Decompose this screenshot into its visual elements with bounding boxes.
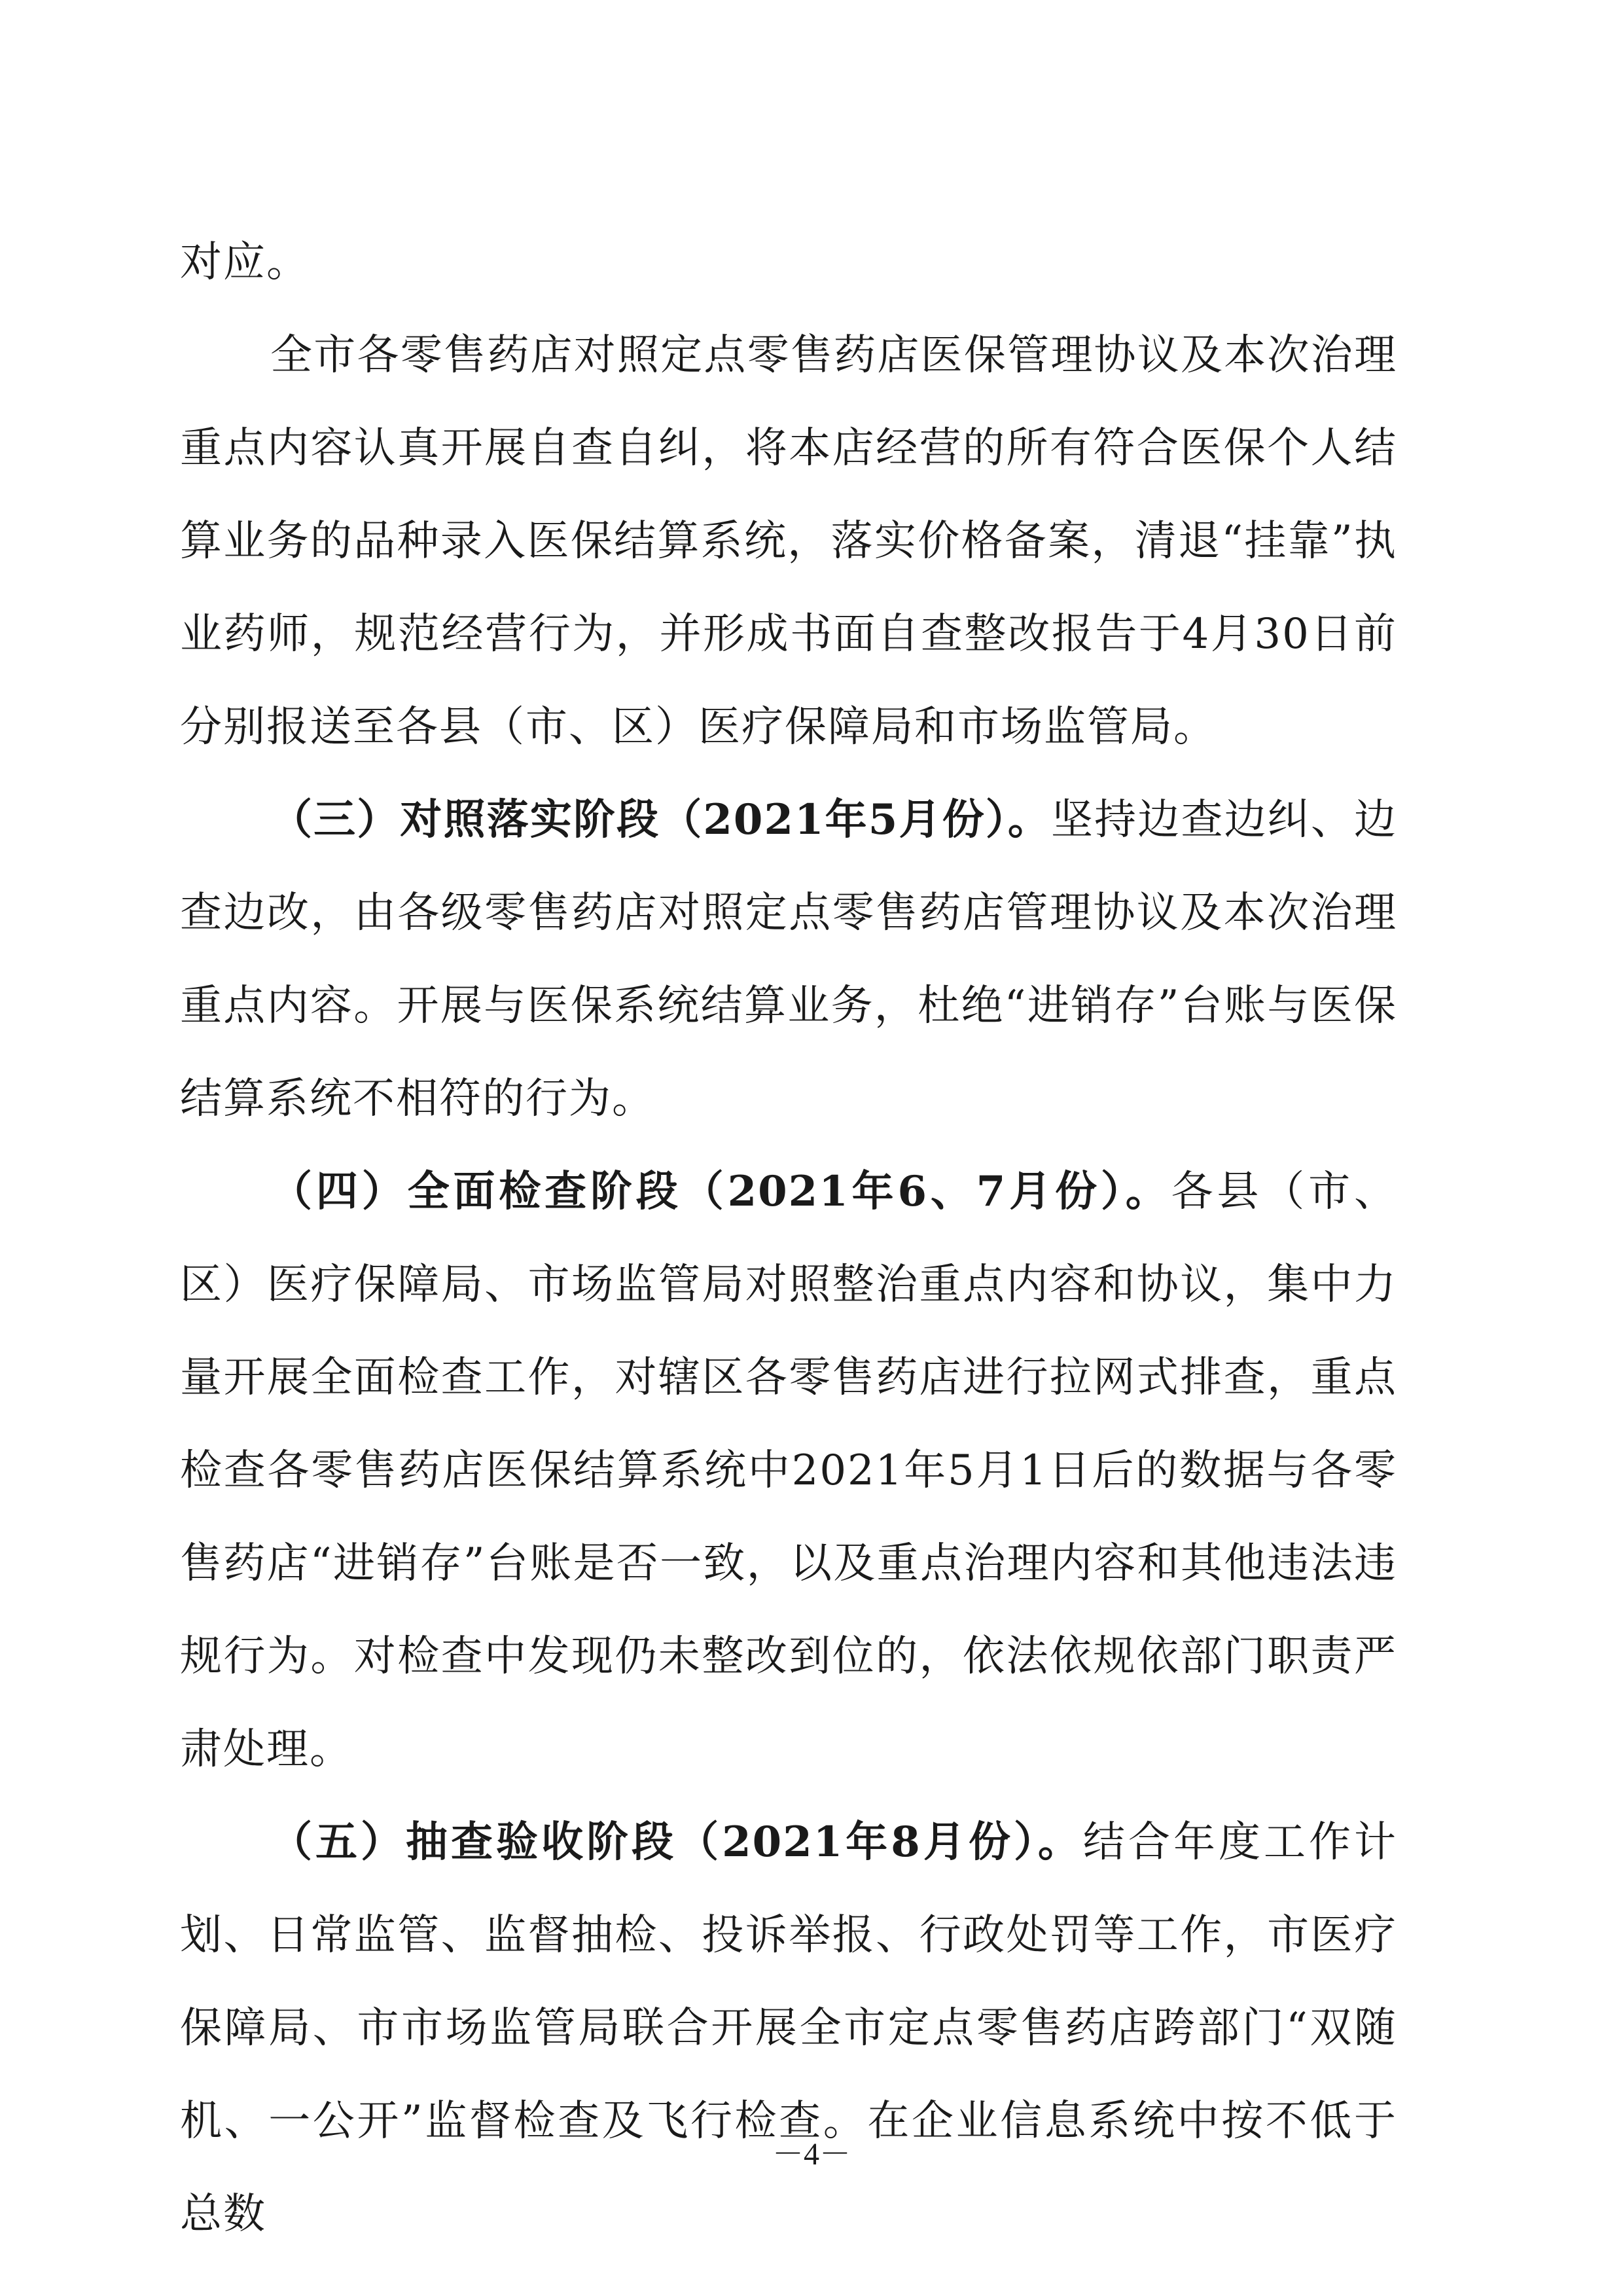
body-text <box>180 216 1397 2261</box>
paragraph-text: 对应。 <box>180 238 310 287</box>
section-heading: （四）全面检查阶段（2021年6、7月份）。 <box>270 1167 1171 1216</box>
paragraph-stage-four <box>180 1145 1397 1796</box>
paragraph-text: 坚持边查边纠、边查边改，由各级零售药店对照定点零售药店管理协议及本次治理重点内容。开展与医保系统结算业务，杜绝“进销存”台账与医保结算系统不相符的行为。 <box>180 796 1398 1123</box>
paragraph-continuation <box>180 216 1397 309</box>
paragraph-text: 结合年度工作计划、日常监管、监督抽检、投诉举报、行政处罚等工作，市医疗保障局、市市场监管局联合开展全市定点零售药店跨部门“双随机、一公开”监督检查及飞行检查。在企业信息系统中按不低于总数 <box>180 1818 1398 2238</box>
paragraph-self-inspection <box>180 309 1397 774</box>
paragraph-stage-five <box>180 1796 1397 2261</box>
section-heading: （三）对照落实阶段（2021年5月份）。 <box>270 795 1052 844</box>
paragraph-stage-three <box>180 774 1397 1145</box>
page-number: －4－ <box>772 2137 851 2172</box>
paragraph-text: 全市各零售药店对照定点零售药店医保管理协议及本次治理重点内容认真开展自查自纠，将本店经营的所有符合医保个人结算业务的品种录入医保结算系统，落实价格备案，清退“挂靠”执业药师，规范经营行为，并形成书面自查整改报告于4月30日前分别报送至各县（市、区）医疗保障局和市场监管局。 <box>180 331 1397 751</box>
section-heading: （五）抽查验收阶段（2021年8月份）。 <box>270 1818 1083 1867</box>
paragraph-text: 各县（市、区）医疗保障局、市场监管局对照整治重点内容和协议，集中力量开展全面检查工作，对辖区各零售药店进行拉网式排查，重点检查各零售药店医保结算系统中2021年5月1日后的数据与各零售药店“进销存”台账是否一致，以及重点治理内容和其他违法违规行为。对检查中发现仍未整改到位的，依法依规依部门职责严肃处理。 <box>180 1168 1398 1774</box>
